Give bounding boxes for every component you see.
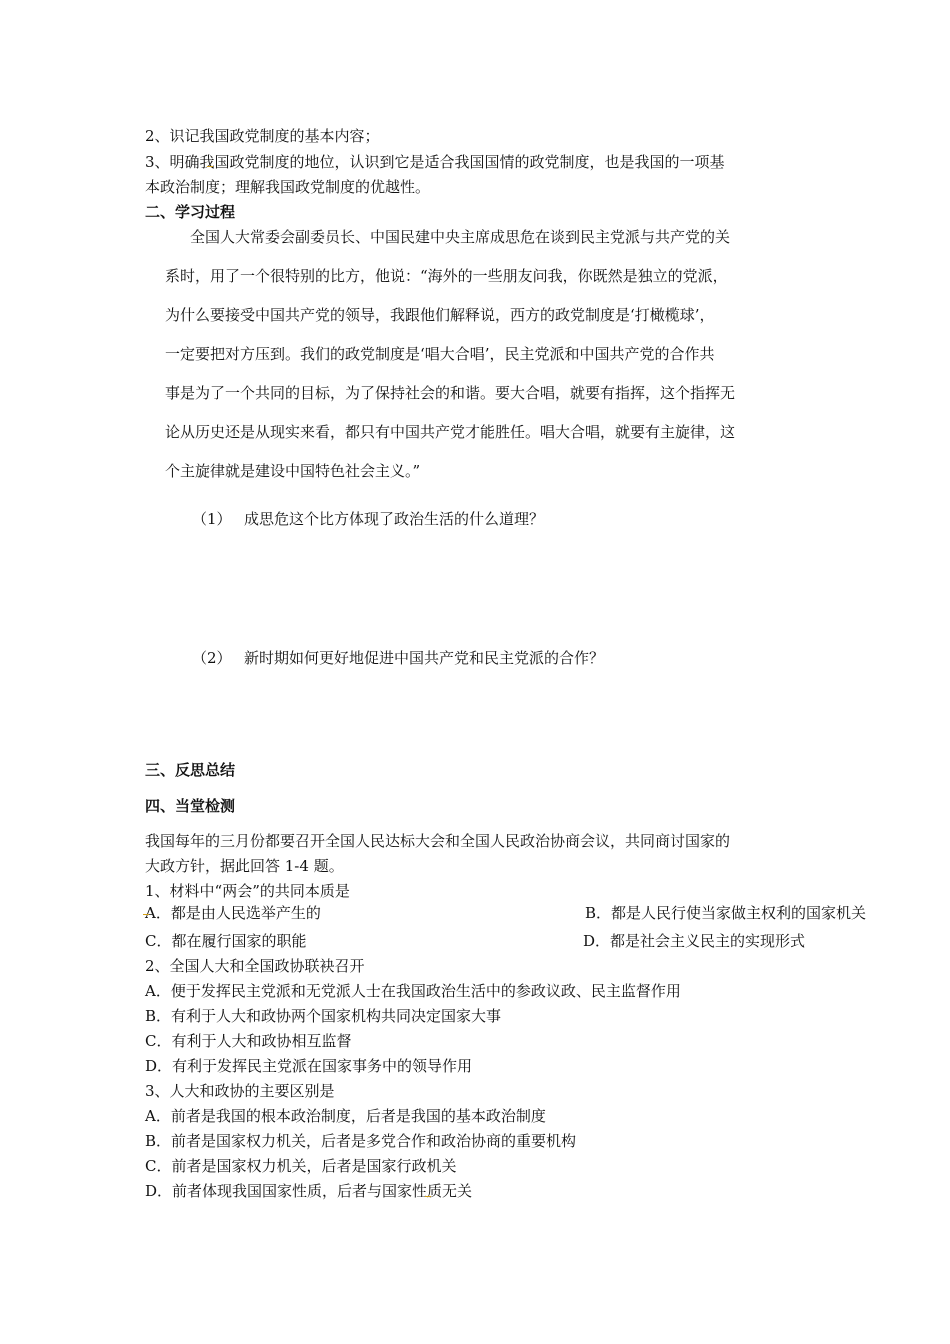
test-intro-line-1: 我国每年的三月份都要召开全国人民达标大会和全国人民政治协商会议，共同商讨国家的 bbox=[145, 832, 731, 850]
test-question-3-stem: 3、人大和政协的主要区别是 bbox=[145, 1082, 335, 1100]
passage-line: 为什么要接受中国共产党的领导，我跟他们解释说，西方的政党制度是‘打橄榄球’， bbox=[165, 306, 715, 324]
test-question-1-options-ab bbox=[145, 903, 867, 923]
passage-line: 一定要把对方压到。我们的政党制度是‘唱大合唱’，民主党派和中国共产党的合作共 bbox=[165, 345, 715, 363]
passage-line: 个主旋律就是建设中国特色社会主义。” bbox=[165, 462, 421, 480]
passage-line: 系时，用了一个很特别的比方，他说：“海外的一些朋友问我，你既然是独立的党派， bbox=[165, 267, 728, 285]
test-question-1-options-cd bbox=[145, 931, 805, 951]
test-question-2-stem: 2、全国人大和全国政协联袂召开 bbox=[145, 957, 365, 975]
option-d: D．有利于发挥民主党派在国家事务中的领导作用 bbox=[145, 1057, 473, 1075]
section-heading-process: 二、学习过程 bbox=[145, 203, 236, 221]
question-text: 新时期如何更好地促进中国共产党和民主党派的合作？ bbox=[244, 649, 605, 667]
passage-line: 事是为了一个共同的目标，为了保持社会的和谐。要大合唱，就要有指挥，这个指挥无 bbox=[165, 384, 736, 402]
option-c: C．前者是国家权力机关，后者是国家行政机关 bbox=[145, 1157, 457, 1175]
passage-line: 全国人大常委会副委员长、中国民建中央主席成思危在谈到民主党派与共产党的关 bbox=[190, 228, 731, 246]
option-d: D．前者体现我国国家性质，后者与国家性质无关 bbox=[145, 1182, 473, 1200]
option-b: B．都是人民行使当家做主权利的国家机关 bbox=[585, 904, 867, 922]
question-text: 成思危这个比方体现了政治生活的什么道理？ bbox=[244, 510, 545, 528]
option-a: A．前者是我国的根本政治制度，后者是我国的基本政治制度 bbox=[145, 1107, 546, 1125]
option-c: C．都在履行国家的职能 bbox=[145, 932, 307, 950]
objective-item-3-line-1: 3、明确我国政党制度的地位，认识到它是适合我国国情的政党制度，也是我国的一项基 bbox=[145, 153, 725, 171]
section-heading-reflection: 三、反思总结 bbox=[145, 761, 236, 779]
objective-item-3-line-2: 本政治制度；理解我国政党制度的优越性。 bbox=[145, 178, 431, 196]
objective-item-2: 2、识记我国政党制度的基本内容； bbox=[145, 127, 380, 145]
option-a: A．便于发挥民主党派和无党派人士在我国政治生活中的参政议政、民主监督作用 bbox=[145, 982, 681, 1000]
revision-mark bbox=[143, 911, 149, 915]
question-number: （1） bbox=[192, 510, 232, 528]
option-c: C．有利于人大和政协相互监督 bbox=[145, 1032, 352, 1050]
discussion-question-2 bbox=[192, 648, 604, 668]
test-question-1-stem: 1、材料中“两会”的共同本质是 bbox=[145, 882, 350, 900]
option-d: D．都是社会主义民主的实现形式 bbox=[583, 932, 806, 950]
revision-mark bbox=[207, 163, 213, 167]
question-number: （2） bbox=[192, 649, 232, 667]
test-intro-line-2: 大政方针，据此回答 1-4 题。 bbox=[145, 857, 344, 875]
option-b: B．有利于人大和政协两个国家机构共同决定国家大事 bbox=[145, 1007, 502, 1025]
option-a: A．都是由人民选举产生的 bbox=[145, 904, 321, 922]
passage-line: 论从历史还是从现实来看，都只有中国共产党才能胜任。唱大合唱，就要有主旋律，这 bbox=[165, 423, 736, 441]
revision-mark bbox=[425, 1193, 431, 1197]
option-b: B．前者是国家权力机关，后者是多党合作和政治协商的重要机构 bbox=[145, 1132, 577, 1150]
section-heading-test: 四、当堂检测 bbox=[145, 797, 236, 815]
discussion-question-1 bbox=[192, 509, 544, 529]
